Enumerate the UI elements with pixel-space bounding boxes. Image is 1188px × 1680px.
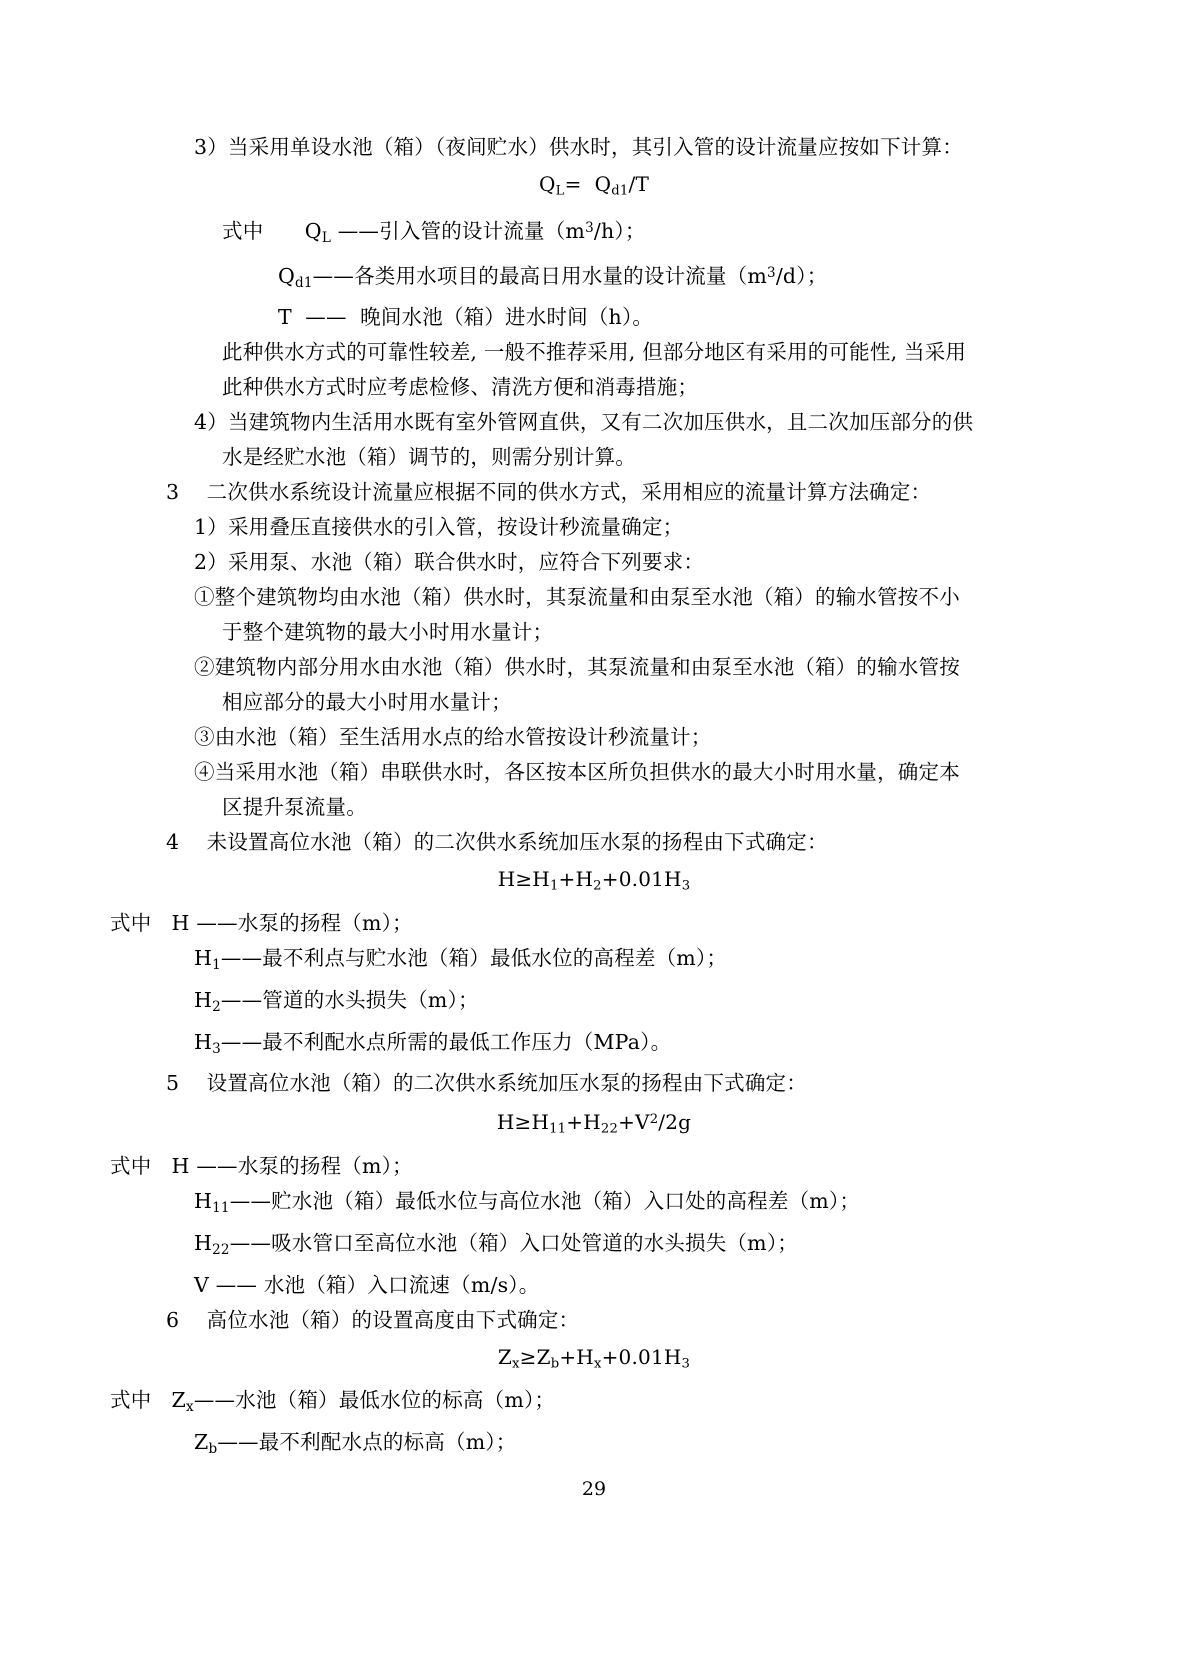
- item-3-sub-2-a-line-2: 于整个建筑物的最大小时用水量计；: [222, 620, 554, 645]
- item-6-heading: 6 高位水池（箱）的设置高度由下式确定：: [166, 1307, 580, 1332]
- definition-v: V —— 水池（箱）入口流速（m/s）。: [194, 1272, 540, 1297]
- definition-h2: $H_2——$管道的水头损失（m）；: [194, 987, 479, 1015]
- definition-h1: $H_1——$最不利点与贮水池（箱）最低水位的高程差（m）；: [194, 946, 728, 973]
- paragraph-4-line-2: 水是经贮水池（箱）调节的，则需分别计算。: [222, 445, 636, 470]
- item-3-sub-2-b-line-2: 相应部分的最大小时用水量计；: [222, 690, 512, 715]
- formula-ql: $Q_L= Q_{d1}/T$: [539, 172, 649, 199]
- item-4-heading: 4 未设置高位水池（箱）的二次供水系统加压水泵的扬程由下式确定：: [166, 830, 828, 855]
- formula-h-1: $H\ge H_1+H_2+0.01H_3$: [497, 867, 691, 895]
- definition-h3: $H_3——$最不利配水点所需的最低工作压力（MPa）。: [194, 1029, 672, 1057]
- definition-h-second: 式中 H ——水泵的扬程（m）；: [110, 1154, 413, 1179]
- item-3-sub-1: 1）采用叠压直接供水的引入管，按设计秒流量确定；: [194, 515, 684, 540]
- paragraph-4-line-1: 4）当建筑物内生活用水既有室外管网直供，又有二次加压供水，且二次加压部分的供: [194, 410, 974, 435]
- formula-z: $Z_x\ge Z_b+H_x+0.01H_3$: [497, 1344, 691, 1372]
- item-3-sub-2-c: ③由水池（箱）至生活用水点的给水管按设计秒流量计；: [194, 725, 712, 750]
- item-3-sub-2-a-line-1: ①整个建筑物均由水池（箱）供水时，其泵流量和由泵至水池（箱）的输水管按不小: [194, 585, 960, 610]
- paragraph-3-intro: 3）当采用单设水池（箱）（夜间贮水）供水时，其引入管的设计流量应按如下计算：: [194, 135, 963, 159]
- definition-t: T —— 晚间水池（箱）进水时间（h）。: [278, 305, 654, 330]
- note-line-2: 此种供水方式时应考虑检修、清洗方便和消毒措施；: [222, 375, 699, 400]
- definition-h22: $H_{22}——$吸水管口至高位水池（箱）入口处管道的水头损失（m）；: [194, 1230, 798, 1258]
- definition-zx: 式中 $Z_x——$水池（箱）最低水位的标高（m）；: [110, 1388, 556, 1416]
- item-3-sub-2-d-line-2: 区提升泵流量。: [222, 795, 367, 820]
- definition-h: 式中 H ——水泵的扬程（m）；: [110, 911, 413, 936]
- definition-qd1: $Q_{d1}——$各类用水项目的最高日用水量的设计流量$(m^3/d)$；: [278, 263, 828, 291]
- item-3-sub-2-b-line-1: ②建筑物内部分用水由水池（箱）供水时，其泵流量和由泵至水池（箱）的输水管按: [194, 655, 960, 680]
- item-3-heading: 3 二次供水系统设计流量应根据不同的供水方式，采用相应的流量计算方法确定：: [166, 480, 932, 505]
- item-5-heading: 5 设置高位水池（箱）的二次供水系统加压水泵的扬程由下式确定：: [166, 1071, 807, 1096]
- definition-h11: $H_{11}——$贮水池（箱）最低水位与高位水池（箱）入口处的高程差（m）；: [194, 1189, 861, 1216]
- page-number: 29: [581, 1478, 607, 1500]
- item-3-sub-2-d-line-1: ④当采用水池（箱）串联供水时，各区按本区所负担供水的最大小时用水量，确定本: [194, 760, 960, 785]
- item-3-sub-2: 2）采用泵、水池（箱）联合供水时，应符合下列要求：: [194, 550, 705, 575]
- note-line-1: 此种供水方式的可靠性较差, 一般不推荐采用, 但部分地区有采用的可能性, 当采用: [222, 340, 967, 365]
- formula-h-2: $H\ge H_{11}+H_{22}+V^2/2g$: [496, 1110, 692, 1138]
- definition-ql: 式中 $Q_L$ ——引入管的设计流量$(m^3/h)$；: [222, 218, 646, 246]
- definition-zb: $Z_b——$最不利配水点的标高（m）；: [194, 1430, 517, 1457]
- document-body: [110, 130, 1022, 1467]
